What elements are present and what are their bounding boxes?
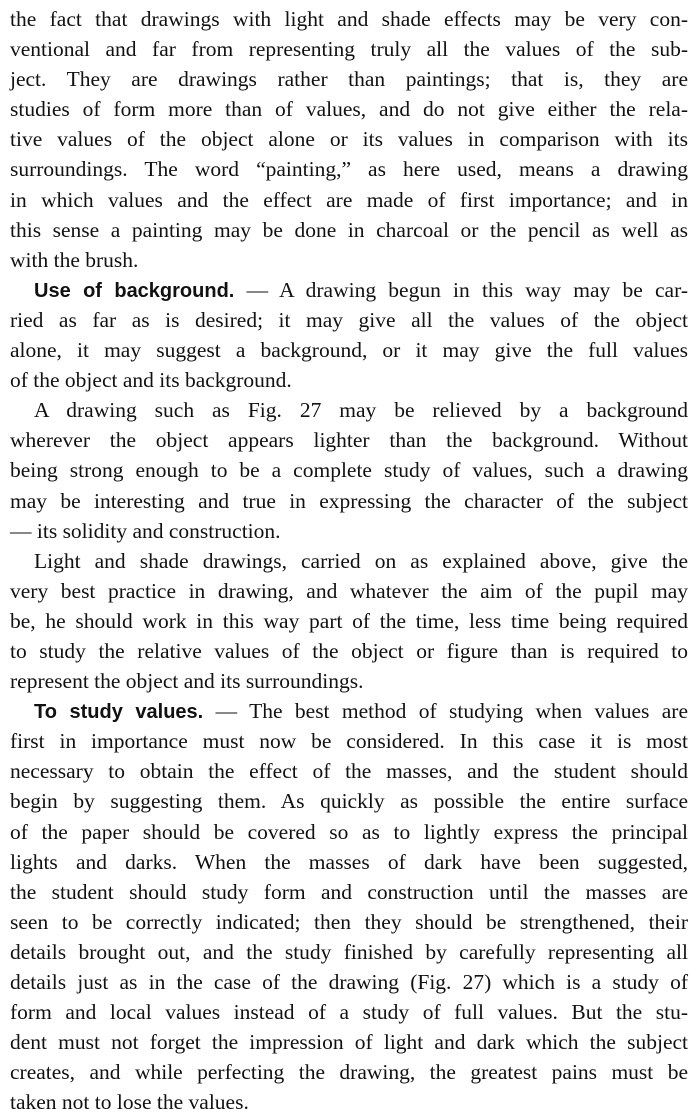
paragraph: [10, 275, 688, 395]
text-line: [10, 275, 688, 305]
text-line: [10, 305, 688, 335]
text-line: [10, 1057, 688, 1087]
text-line: [10, 997, 688, 1027]
line-text: surroundings. The word “painting,” as here used, means a drawing: [10, 157, 688, 182]
text-line: [10, 907, 688, 937]
text-line: [10, 606, 688, 636]
line-text: dent must not forget the impression of light and dark which the subject: [10, 1030, 688, 1055]
line-text: wherever the object appears lighter than the background. Without: [10, 428, 688, 453]
text-line: [10, 546, 688, 576]
text-line: [10, 154, 688, 184]
text-line: [10, 64, 688, 94]
line-text: the student should study form and construction until the masses are: [10, 879, 688, 904]
line-text: alone, it may suggest a background, or it may give the full values: [10, 338, 688, 363]
text-line: [10, 124, 688, 154]
text-line: [10, 516, 688, 546]
line-text: necessary to obtain the effect of the masses, and the student should: [10, 759, 688, 784]
text-line: [10, 576, 688, 606]
text-line: [10, 245, 688, 275]
text-line: [10, 34, 688, 64]
line-text: with the brush.: [10, 247, 139, 272]
text-line: [10, 185, 688, 215]
line-text: first in importance must now be considered. In this case it is most: [10, 729, 688, 754]
line-text: of the paper should be covered so as to lightly express the principal: [10, 819, 688, 844]
paragraph: [10, 395, 688, 545]
line-text: the fact that drawings with light and shade effects may be very con-: [10, 7, 688, 31]
line-text: — The best method of studying when values are: [203, 699, 688, 724]
line-text: very best practice in drawing, and whatever the aim of the pupil may: [10, 578, 688, 603]
line-text: lights and darks. When the masses of dark have been suggested,: [10, 849, 688, 874]
document-page: [10, 4, 688, 1117]
line-text: form and local values instead of a study of full values. But the stu-: [10, 1000, 688, 1025]
text-line: [10, 726, 688, 756]
text-line: [10, 786, 688, 816]
line-text: in which values and the effect are made of first importance; and in: [10, 187, 688, 212]
line-text: this sense a painting may be done in charcoal or the pencil as well as: [10, 217, 688, 242]
line-text: Light and shade drawings, carried on as explained above, give the: [34, 548, 688, 573]
text-line: [10, 94, 688, 124]
text-line: [10, 847, 688, 877]
section-heading: To study values.: [34, 701, 204, 724]
section-heading: Use of background.: [34, 279, 235, 302]
line-text: creates, and while perfecting the drawing, the greatest pains must be: [10, 1060, 688, 1085]
line-text: being strong enough to be a complete study of values, such a drawing: [10, 458, 688, 483]
line-text: ject. They are drawings rather than paintings; that is, they are: [10, 67, 688, 92]
text-line: [10, 455, 688, 485]
paragraph: [10, 4, 688, 275]
line-text: tive values of the object alone or its values in comparison with its: [10, 127, 688, 152]
text-line: [10, 636, 688, 666]
text-line: [10, 486, 688, 516]
text-line: [10, 666, 688, 696]
line-text: taken not to lose the values.: [10, 1090, 249, 1115]
line-text: ried as far as is desired; it may give all the values of the object: [10, 307, 688, 332]
line-text: ventional and far from representing truly all the values of the sub-: [10, 37, 688, 62]
text-line: [10, 335, 688, 365]
text-line: [10, 4, 688, 34]
line-text: be, he should work in this way part of the time, less time being required: [10, 608, 688, 633]
paragraph: [10, 696, 688, 1117]
text-line: [10, 1087, 688, 1117]
text-line: [10, 756, 688, 786]
text-line: [10, 425, 688, 455]
line-text: A drawing such as Fig. 27 may be relieved by a background: [34, 398, 688, 423]
line-text: — its solidity and construction.: [10, 518, 281, 543]
line-text: of the object and its background.: [10, 368, 292, 393]
paragraph: [10, 546, 688, 696]
text-line: [10, 395, 688, 425]
text-line: [10, 937, 688, 967]
text-line: [10, 696, 688, 726]
line-text: details brought out, and the study finished by carefully representing all: [10, 939, 688, 964]
text-line: [10, 967, 688, 997]
text-line: [10, 215, 688, 245]
text-line: [10, 877, 688, 907]
line-text: to study the relative values of the object or figure than is required to: [10, 638, 688, 663]
line-text: seen to be correctly indicated; then they should be strengthened, their: [10, 909, 688, 934]
text-line: [10, 1027, 688, 1057]
text-line: [10, 365, 688, 395]
line-text: — A drawing begun in this way may be car-: [234, 277, 688, 302]
text-line: [10, 817, 688, 847]
line-text: begin by suggesting them. As quickly as possible the entire surface: [10, 789, 688, 814]
line-text: represent the object and its surroundings.: [10, 669, 364, 694]
line-text: details just as in the case of the drawing (Fig. 27) which is a study of: [10, 970, 688, 994]
line-text: studies of form more than of values, and do not give either the rela-: [10, 97, 688, 122]
line-text: may be interesting and true in expressing the character of the subject: [10, 488, 688, 513]
